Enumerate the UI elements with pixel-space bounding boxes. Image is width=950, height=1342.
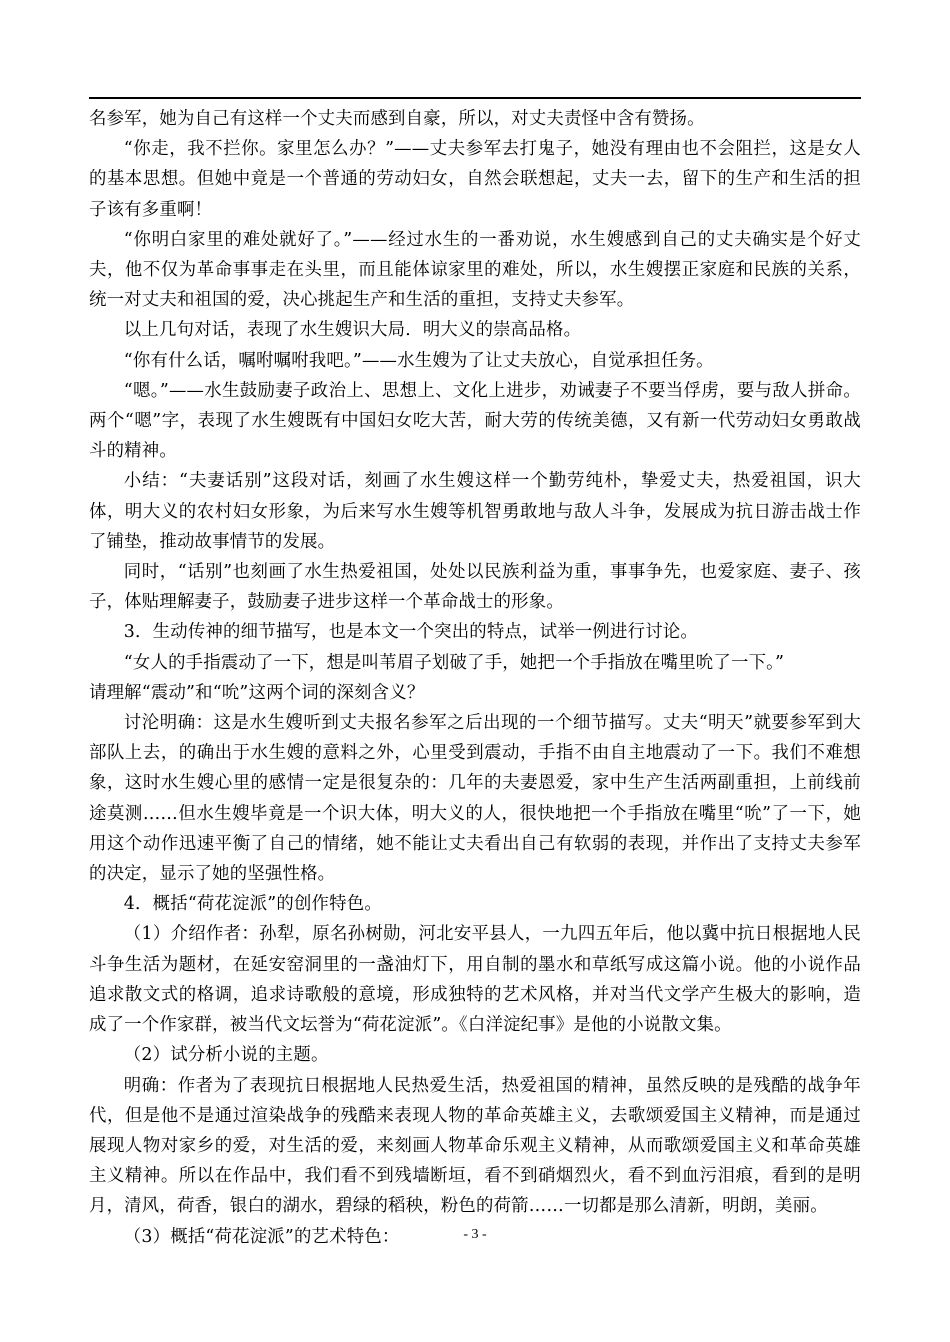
paragraph: 明确：作者为了表现抗日根据地人民热爱生活，热爱祖国的精神，虽然反映的是残酷的战争年代，但是他不是通过渲染战争的残酷来表现人物的革命英雄主义，去歌颂爱国主义精神，而是通过展现人物对家乡的爱，对生活的爱，来刻画人物革命乐观主义精神，从而歌颂爱国主义和革命英雄主义精神。所以在作品中，我们看不到残墙断垣，看不到硝烟烈火，看不到血污泪痕，看到的是明月，清风，荷香，银白的湖水，碧绿的稻秧，粉色的荷箭……一切都是那么清新，明朗，美丽。 xyxy=(89,1075,861,1217)
paragraph: 名参军，她为自己有这样一个丈夫而感到自豪，所以，对丈夫责怪中含有赞扬。 xyxy=(89,109,705,129)
paragraph: 讨沦明确：这是水生嫂听到丈夫报名参军之后出现的一个细节描写。丈夫“明天”就要参军到大部队上去，的确出于水生嫂的意料之外，心里受到震动，手指不由自主地震动了一下。我们不难想象，这时水生嫂心里的感情一定是很复杂的：几年的夫妻恩爱，家中生产生活两副重担，上前线前途莫测……但水生嫂毕竟是一个识大体，明大义的人，很快地把一个手指放在嘴里“吮”了一下，她用这个动作迅速平衡了自己的情绪，她不能让丈夫看出自己有软弱的表现，并作出了支持丈夫参军的决定，显示了她的坚强性格。 xyxy=(89,713,861,885)
paragraph: 同时，“话别”也刻画了水生热爱祖国，处处以民族利益为重，事事争先，也爱家庭、妻子、孩子，体贴理解妻子，鼓励妻子进步这样一个革命战士的形象。 xyxy=(89,562,861,613)
paragraph: “你明白家里的难处就好了。”——经过水生的一番劝说，水生嫂感到自己的丈夫确实是个好丈夫，他不仅为革命事事走在头里，而且能体谅家里的难处，所以，水生嫂摆正家庭和民族的关系，统一对丈夫和祖国的爱，决心挑起生产和生活的重担，支持丈夫参军。 xyxy=(89,229,861,311)
paragraph: “你有什么话，嘱咐嘱咐我吧。”——水生嫂为了让丈夫放心，自觉承担任务。 xyxy=(123,350,714,371)
paragraph: 4．概括“荷花淀派”的创作特色。 xyxy=(123,894,382,915)
paragraph: （3）概括“荷花淀派”的艺术特色： xyxy=(123,1226,400,1247)
header-rule xyxy=(89,97,861,99)
paragraph: “女人的手指震动了一下，想是叫苇眉子划破了手，她把一个手指放在嘴里吮了一下。” xyxy=(123,652,785,673)
paragraph: “嗯。”——水生鼓励妻子政治上、思想上、文化上进步，劝诫妻子不要当俘虏，要与敌人拼命。两个“嗯”字，表现了水生嫂既有中国妇女吃大苦，耐大劳的传统美德，又有新一代劳动妇女勇敢战斗的精神。 xyxy=(89,380,861,462)
paragraph: 以上几句对话，表现了水生嫂识大局．明大义的崇高品格。 xyxy=(123,320,582,341)
document-body xyxy=(89,104,861,1252)
paragraph: （1）介绍作者：孙犁，原名孙树勋，河北安平县人，一九四五年后，他以冀中抗日根据地人民斗争生活为题材，在延安窑洞里的一盏油灯下，用自制的墨水和草纸写成这篇小说。他的小说作品追求散文式的格调，追求诗歌般的意境，形成独特的艺术风格，并对当代文学产生极大的影响，造成了一个作家群，被当代文坛誉为“荷花淀派”。《白洋淀纪事》是他的小说散文集。 xyxy=(89,924,861,1036)
paragraph: （2）试分析小说的主题。 xyxy=(123,1045,329,1066)
page-number: - 3 - xyxy=(463,1227,487,1242)
paragraph: 3．生动传神的细节描写，也是本文一个突出的特点，试举一例进行讨论。 xyxy=(123,622,698,643)
paragraph: 请理解“震动”和“吮”这两个词的深刻含义？ xyxy=(89,682,425,703)
paragraph: 小结：“夫妻话别”这段对话，刻画了水生嫂这样一个勤劳纯朴，挚爱丈夫，热爱祖国，识大体，明大义的农村妇女形象，为后来写水生嫂等机智勇敢地与敌人斗争，发展成为抗日游击战士作了铺垫，推动故事情节的发展。 xyxy=(89,471,861,552)
paragraph: “你走，我不拦你。家里怎么办？”——丈夫参军去打鬼子，她没有理由也不会阻拦，这是女人的基本思想。但她中竟是一个普通的劳动妇女，自然会联想起，丈夫一去，留下的生产和生活的担子该有多重啊！ xyxy=(89,139,861,220)
